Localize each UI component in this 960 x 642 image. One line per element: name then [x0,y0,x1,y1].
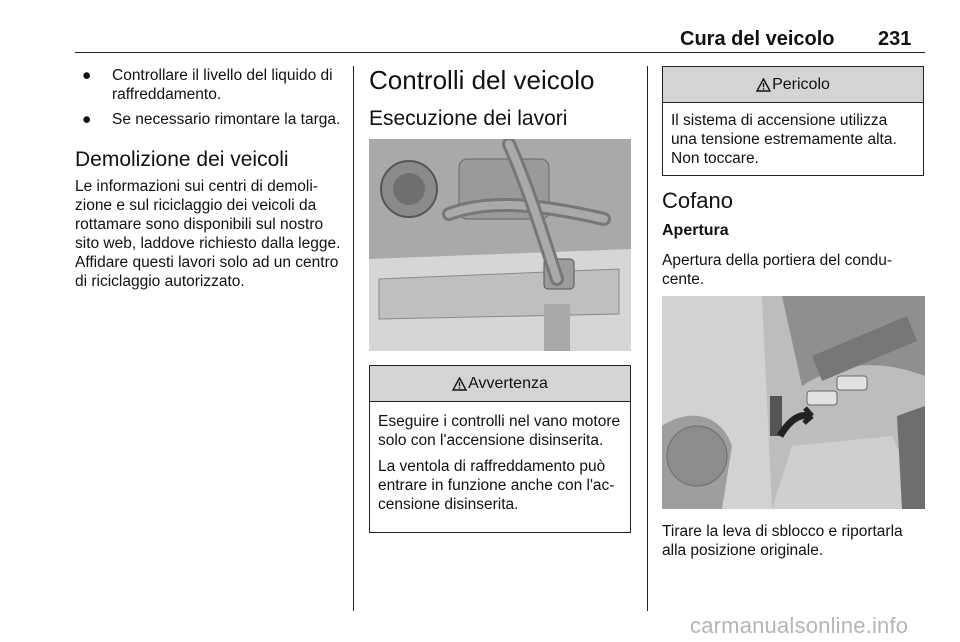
chapter-title: Controlli del veicolo [369,65,595,95]
section-title-cofano: Cofano [662,188,733,213]
bullet-text: Se necessario rimontare la targa. [112,111,341,128]
page-number: 231 [878,28,912,50]
bullet-item [82,110,352,130]
column-divider [353,66,354,611]
header-rule [75,52,925,53]
warning-text: Eseguire i controlli nel vano motore solo con l'accensione disinserita. [378,413,621,449]
running-header-title: Cura del veicolo [680,28,835,50]
warning-triangle-icon [756,78,771,92]
hood-release-illustration [662,296,925,509]
instruction-text: Tirare la leva di sblocco e riportarla alla posizione originale. [662,523,903,559]
danger-text: Il sistema di accensione utilizza una tensione estremamente alta. Non toccare. [671,112,897,167]
warning-box-title: Avvertenza [468,374,548,392]
section-body-demolizione: Le informazioni sui centri di demoli-zione e sul riciclaggio dei veicoli da rottamare sono disponibili sul nostro sito web, laddove richiesto dalla legge. Affidare questi lavori solo ad un centro di riciclaggio autorizzato. [75,178,341,290]
warning-box-header [370,366,630,402]
danger-box-title: Pericolo [772,75,830,93]
danger-box [662,66,924,176]
column-divider [647,66,648,611]
bullet-item [82,66,352,106]
warning-text: La ventola di raffreddamento può entrare in funzione anche con l'ac-censione disinserita. [378,458,615,513]
subsection-title-apertura: Apertura [662,222,729,239]
section-title-demolizione: Demolizione dei veicoli [75,148,289,171]
watermark: carmanualsonline.info [690,613,909,638]
bullet-dot: ● [82,67,92,84]
intro-text: Apertura della portiera del condu-cente. [662,252,893,288]
section-title-esecuzione: Esecuzione dei lavori [369,107,568,130]
bullet-dot: ● [82,111,92,128]
warning-box [369,365,631,533]
bullet-text: Controllare il livello del liquido di raffreddamento. [112,67,333,103]
danger-box-header [663,67,923,103]
engine-bay-illustration [369,139,631,351]
warning-triangle-icon [452,377,467,391]
